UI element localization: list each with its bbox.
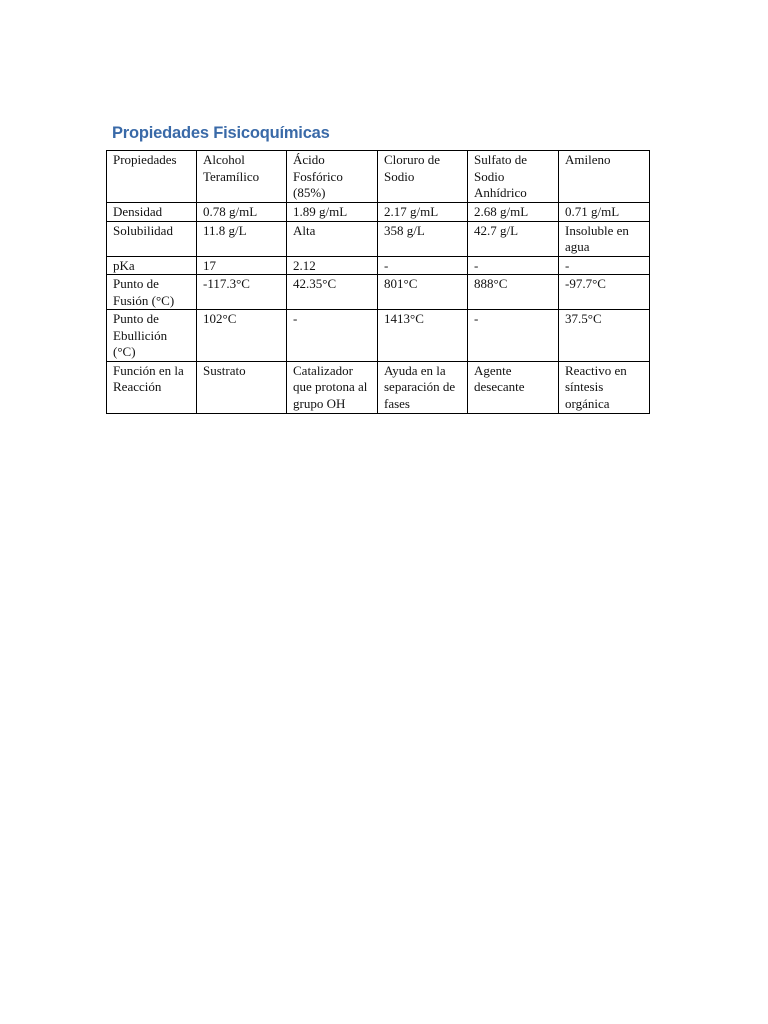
properties-table: [106, 150, 650, 414]
table-cell: Ayuda en la separación de fases: [378, 361, 468, 413]
header-cell-cloruro-de-sodio: Cloruro de Sodio: [378, 151, 468, 203]
table-cell: 42.35°C: [287, 275, 378, 310]
table-cell: 2.12: [287, 256, 378, 275]
table-cell: 17: [197, 256, 287, 275]
table-cell: Sustrato: [197, 361, 287, 413]
row-label: Punto de Ebullición (°C): [107, 310, 197, 362]
row-label: Solubilidad: [107, 221, 197, 256]
table-cell: Reactivo en síntesis orgánica: [559, 361, 650, 413]
table-cell: -: [559, 256, 650, 275]
table-cell: 1.89 g/mL: [287, 203, 378, 222]
row-label: Densidad: [107, 203, 197, 222]
table-cell: Agente desecante: [468, 361, 559, 413]
table-header-row: [107, 151, 650, 203]
header-cell-amileno: Amileno: [559, 151, 650, 203]
table-cell: Insoluble en agua: [559, 221, 650, 256]
row-label: pKa: [107, 256, 197, 275]
table-cell: Alta: [287, 221, 378, 256]
row-label: Función en la Reacción: [107, 361, 197, 413]
header-cell-propiedades: Propiedades: [107, 151, 197, 203]
table-row-solubilidad: [107, 221, 650, 256]
table-row-punto-de-fusion: [107, 275, 650, 310]
header-cell-acido-fosforico: Ácido Fosfórico (85%): [287, 151, 378, 203]
table-cell: -: [468, 256, 559, 275]
table-cell: 801°C: [378, 275, 468, 310]
table-cell: 42.7 g/L: [468, 221, 559, 256]
table-cell: -117.3°C: [197, 275, 287, 310]
page-title: Propiedades Fisicoquímicas: [112, 124, 330, 142]
table-cell: -97.7°C: [559, 275, 650, 310]
table-cell: 358 g/L: [378, 221, 468, 256]
table-row-punto-de-ebullicion: [107, 310, 650, 362]
table-cell: 102°C: [197, 310, 287, 362]
header-cell-sulfato-de-sodio: Sulfato de Sodio Anhídrico: [468, 151, 559, 203]
table-cell: 1413°C: [378, 310, 468, 362]
table-row-pka: [107, 256, 650, 275]
table-row-densidad: [107, 203, 650, 222]
table-cell: 37.5°C: [559, 310, 650, 362]
table-cell: 2.17 g/mL: [378, 203, 468, 222]
table-cell: 0.71 g/mL: [559, 203, 650, 222]
table-cell: 0.78 g/mL: [197, 203, 287, 222]
table-cell: -: [287, 310, 378, 362]
table-cell: -: [378, 256, 468, 275]
table-cell: 11.8 g/L: [197, 221, 287, 256]
row-label: Punto de Fusión (°C): [107, 275, 197, 310]
table-row-funcion-en-la-reaccion: [107, 361, 650, 413]
table-cell: -: [468, 310, 559, 362]
table-cell: 2.68 g/mL: [468, 203, 559, 222]
table-cell: Catalizador que protona al grupo OH: [287, 361, 378, 413]
header-cell-alcohol-teramilico: Alcohol Teramílico: [197, 151, 287, 203]
table-cell: 888°C: [468, 275, 559, 310]
